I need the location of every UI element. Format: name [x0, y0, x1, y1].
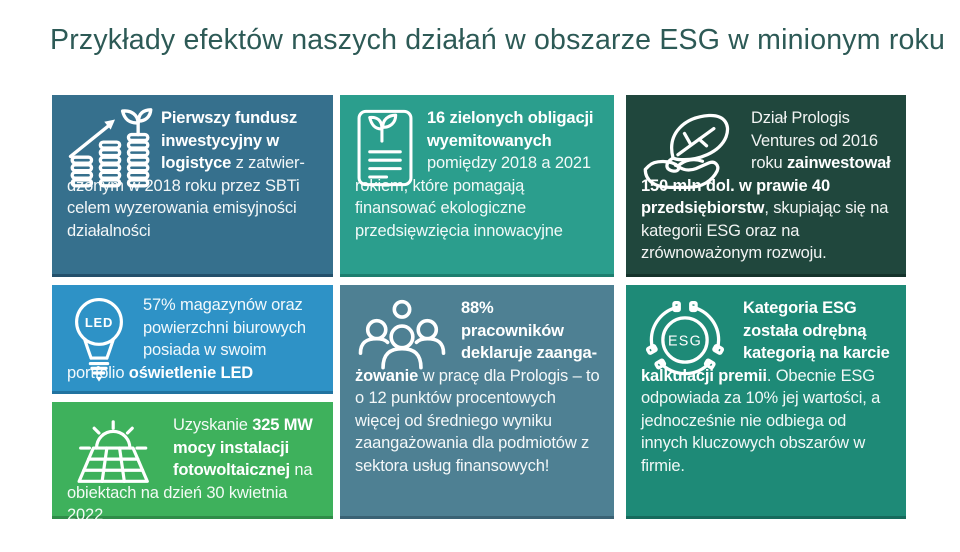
esg-icon-label: ESG	[668, 333, 702, 350]
solar-panel-icon	[68, 416, 164, 480]
text-segment: zainwestował 150 mln dol. w prawie 40 przedsiębiorstw	[641, 154, 891, 217]
text-segment: Dział Prologis Ventures od 2016 roku	[751, 109, 878, 172]
hand-leaf-icon	[642, 109, 742, 173]
tile-green-bonds	[340, 95, 614, 277]
tile-solar-power	[52, 402, 333, 524]
text-segment: z zatwierdzonym w 2018 roku przez SBTi celem wyzerowania emisyjności działalności	[67, 154, 305, 240]
text-segment: Pierwszy fundusz inwestycyjny w logistyce	[161, 109, 298, 172]
people-icon	[356, 299, 452, 363]
tile-led-lighting	[52, 285, 333, 394]
text-segment: , skupiając się na kategorii ESG oraz na zrównoważonym rozwoju.	[641, 199, 889, 262]
text-segment: pomiędzy 2018 a 2021 rokiem, które pomagają finansować ekologiczne przedsięwzięcia innowacyjne	[355, 154, 591, 240]
text-segment: Uzyskanie	[173, 416, 253, 434]
tile-prologis-ventures	[626, 95, 906, 277]
tile-esg-bonus-category	[626, 285, 906, 519]
text-segment: 16 zielonych obligacji wyemitowanych	[427, 109, 594, 150]
text-segment: 325 MW mocy instalacji fotowoltaicznej	[173, 416, 313, 479]
led-bulb-icon	[68, 296, 134, 360]
tile-employee-engagement	[340, 285, 614, 519]
text-segment: na obiektach na dzień 30 kwietnia 2022	[67, 461, 313, 524]
tile-first-logistics-fund	[52, 95, 333, 277]
led-icon-label: LED	[84, 315, 114, 331]
page-title: Przykłady efektów naszych działań w obszarze ESG w minionym roku	[50, 24, 946, 56]
esg-badge-icon	[642, 299, 734, 363]
text-segment: w pracę dla Prologis – to o 12 punktów procentowych więcej od średniego wyniku zaangażowania dla podmiotów z sektora usług finansowych!	[355, 366, 600, 475]
text-segment: . Obecnie ESG odpowiada za 10% jej wartości, a jednocześnie nie odbiega od innych kluczowych obszarów w firmie.	[641, 366, 881, 475]
text-segment: oświetlenie LED	[128, 363, 254, 382]
text-segment: Kategoria ESG została odrębną kategorią na karcie kalkulacji premii	[641, 299, 890, 385]
text-segment: 57% magazynów oraz powierzchni biurowych posiada w swoim portfolio	[67, 296, 306, 382]
text-segment: 88% pracowników deklaruje zaangażowanie	[355, 299, 598, 385]
green-document-icon	[356, 109, 418, 173]
coins-growth-icon	[68, 109, 152, 173]
